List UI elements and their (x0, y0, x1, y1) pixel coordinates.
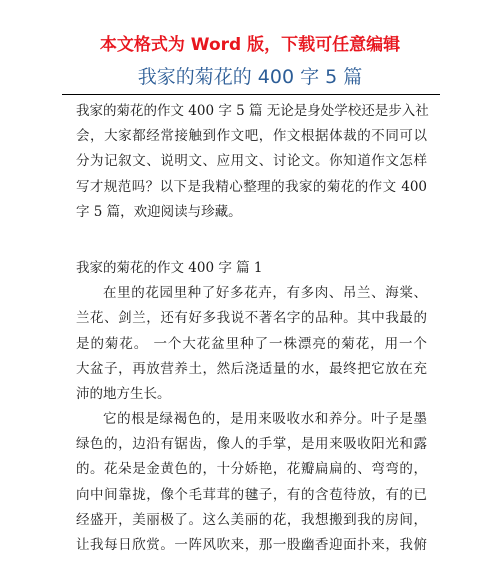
paragraph-line: 的。花朵是金黄色的，十分娇艳，花瓣扁扁的、弯弯的， (76, 461, 427, 478)
paragraph-line: 让我每日欣赏。一阵风吹来，那一股幽香迎面扑来，我俯 (76, 537, 427, 553)
intro-paragraph (76, 99, 427, 225)
page-title: 我家的菊花的 400 字 5 篇 (137, 66, 363, 88)
paragraph-line: 它的根是绿褐色的，是用来吸收水和养分。叶子是墨 (103, 411, 427, 428)
intro-line: 会，大家都经常接触到作文吧，作文根据体裁的不同可以 (76, 128, 427, 145)
section-heading: 我家的菊花的作文 400 字 篇 1 (76, 259, 263, 276)
intro-line: 写才规范吗？以下是我精心整理的我家的菊花的作文 400 (76, 178, 427, 195)
paragraph-line: 在里的花园里种了好多花卉，有多肉、吊兰、海棠、 (103, 285, 427, 302)
paragraph-line: 沛的地方生长。 (76, 385, 171, 402)
intro-line: 我家的菊花的作文 400 字 5 篇 无论是身处学校还是步入社 (76, 103, 429, 119)
paragraph-line: 绿色的，边沿有锯齿，像人的手掌，是用来吸收阳光和露 (76, 436, 427, 453)
paragraph-line: 经盛开，美丽极了。这么美丽的花，我想搬到我的房间， (76, 511, 427, 528)
paragraph-line: 大盆子，再放营养土，然后浇适量的水，最终把它放在充 (76, 360, 427, 377)
format-banner: 本文格式为 Word 版，下载可任意编辑 (99, 35, 401, 55)
intro-line: 字 5 篇，欢迎阅读与珍藏。 (76, 203, 242, 220)
body-paragraph-1 (76, 281, 427, 407)
paragraph-line: 向中间靠拢，像个毛茸茸的毽子，有的含苞待放，有的已 (76, 486, 427, 503)
paragraph-line: 是的菊花。 一个大花盆里种了一株漂亮的菊花，用一个 (76, 335, 427, 352)
document-body (76, 99, 427, 558)
paragraph-line: 兰花、剑兰，还有好多我说不著名字的品种。其中我最的 (76, 310, 427, 327)
body-paragraph-2 (76, 407, 427, 558)
intro-line: 分为记叙文、说明文、应用文、讨论文。你知道作文怎样 (76, 153, 427, 170)
title-divider (62, 94, 440, 95)
paragraph-gap (76, 225, 427, 256)
